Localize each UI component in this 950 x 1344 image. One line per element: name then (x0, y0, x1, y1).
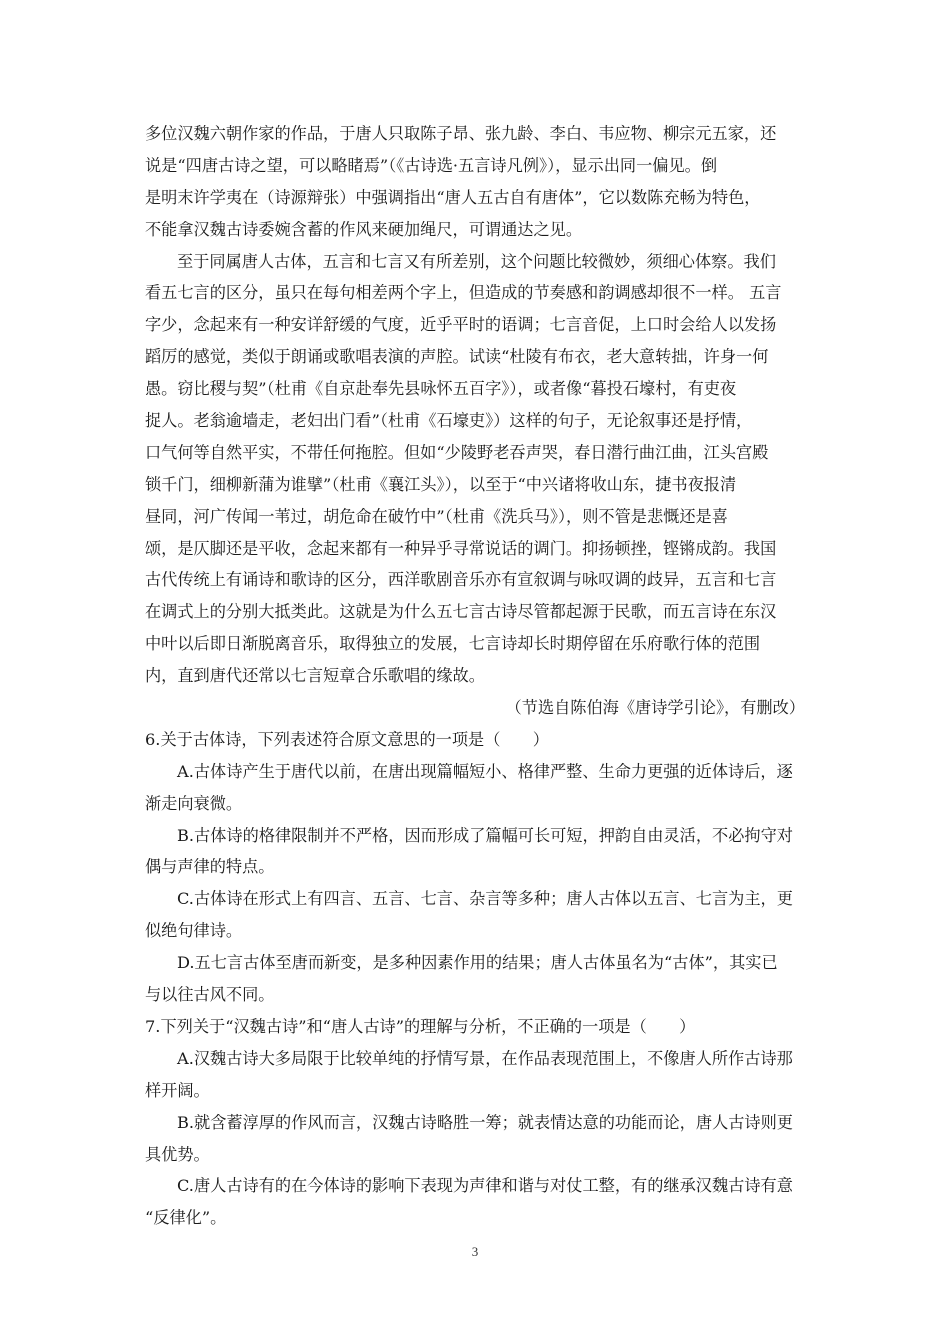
question-stem: 6.关于古体诗，下列表述符合原文意思的一项是（ ） (145, 729, 549, 749)
option-c (145, 883, 805, 947)
option-a (145, 756, 805, 820)
text-line: 颂，是仄脚还是平收，念起来都有一种异乎寻常说话的调门。抑扬顿挫，铿锵成韵。我国 (145, 538, 777, 558)
passage-paragraph-1 (145, 118, 805, 246)
text-line: 口气何等自然平实，不带任何拖腔。但如“少陵野老吞声哭，春日潜行曲江曲，江头宫殿 (145, 442, 769, 462)
question-7 (145, 1011, 805, 1234)
text-line: 不能拿汉魏古诗委婉含蓄的作风来硬加绳尺，可谓通达之见。 (145, 219, 583, 239)
text-line: 捉人。老翁逾墙走，老妇出门看”（杜甫《石壕吏》）这样的句子，无论叙事还是抒情， (145, 411, 753, 431)
passage-paragraph-2 (145, 246, 805, 692)
text-line: 古代传统上有诵诗和歌诗的区分，西洋歌剧音乐亦有宣叙调与咏叹调的歧异，五言和七言 (145, 570, 777, 590)
page-number: 3 (471, 1244, 479, 1259)
option-text: 渐走向衰微。 (145, 793, 243, 813)
text-line: 愚。窃比稷与契”（杜甫《自京赴奉先县咏怀五百字》），或者像“暮投石壕村，有吏夜 (145, 379, 737, 399)
text-line: 在调式上的分别大抵类此。这就是为什么五七言古诗尽管都起源于民歌，而五言诗在东汉 (145, 602, 777, 622)
text-line: 说是“四唐古诗之望，可以略睹焉”（《古诗选·五言诗凡例》），显示出同一偏见。倒 (145, 155, 718, 175)
option-d (145, 947, 805, 1011)
text-line: 蹈厉的感觉，类似于朗诵或歌唱表演的声腔。试读“杜陵有布衣，老大意转拙，许身一何 (145, 347, 769, 367)
option-c (145, 1170, 805, 1234)
text-line: 字少，念起来有一种安详舒缓的气度，近乎平时的语调；七言音促，上口时会给人以发扬 (145, 315, 777, 335)
option-text: B.就含蓄淳厚的作风而言，汉魏古诗略胜一筹；就表情达意的功能而论，唐人古诗则更 (177, 1112, 793, 1132)
text-line: 内，直到唐代还常以七言短章合乐歌唱的缘故。 (145, 666, 485, 686)
question-6 (145, 724, 805, 1011)
text-line: 昼同，河广传闻一苇过，胡危命在破竹中”（杜甫《洗兵马》），则不管是悲慨还是喜 (145, 506, 728, 526)
source-citation: （节选自陈伯海《唐诗学引论》，有删改） (505, 698, 805, 718)
text-line: 至于同属唐人古体，五言和七言又有所差别，这个问题比较微妙，须细心体察。我们 (177, 251, 776, 271)
option-text: 样开阔。 (145, 1080, 210, 1100)
option-text: C.古体诗在形式上有四言、五言、七言、杂言等多种；唐人古体以五言、七言为主，更 (177, 889, 793, 909)
option-text: C.唐人古诗有的在今体诗的影响下表现为声律和谐与对仗工整，有的继承汉魏古诗有意 (177, 1176, 793, 1196)
option-a (145, 1043, 805, 1107)
option-text: 具优势。 (145, 1144, 210, 1164)
text-line: 是明末许学夷在（诗源辩张）中强调指出“唐人五古自有唐体”，它以数陈充畅为特色， (145, 187, 761, 207)
text-line: 多位汉魏六朝作家的作品，于唐人只取陈子昂、张九龄、李白、韦应物、柳宗元五家，还 (145, 124, 777, 143)
text-line: 锁千门，细柳新蒲为谁擘”（杜甫《襄江头》），以至于“中兴诸将收山东，捷书夜报清 (145, 474, 737, 494)
option-b (145, 1107, 805, 1171)
text-line: 中叶以后即日渐脱离音乐，取得独立的发展，七言诗却长时期停留在乐府歌行体的范围 (145, 634, 761, 654)
text-line: 看五七言的区分，虽只在每句相差两个字上，但造成的节奏感和韵调感却很不一样。 五言 (145, 283, 782, 303)
option-text: 与以往古风不同。 (145, 985, 275, 1005)
option-text: B.古体诗的格律限制并不严格，因而形成了篇幅可长可短，押韵自由灵活，不必拘守对 (177, 825, 793, 845)
question-stem: 7.下列关于“汉魏古诗”和“唐人古诗”的理解与分析，不正确的一项是（ ） (145, 1016, 696, 1036)
option-text: A.汉魏古诗大多局限于比较单纯的抒情写景，在作品表现范围上，不像唐人所作古诗那 (177, 1048, 793, 1068)
option-text: D.五七言古体至唐而新变，是多种因素作用的结果；唐人古体虽名为“古体”，其实已 (177, 953, 778, 973)
option-text: 偶与声律的特点。 (145, 857, 275, 877)
option-b (145, 820, 805, 884)
document-page (145, 118, 805, 1234)
option-text: “反律化”。 (145, 1208, 227, 1228)
option-text: A.古体诗产生于唐代以前，在唐出现篇幅短小、格律严整、生命力更强的近体诗后，逐 (177, 761, 793, 781)
option-text: 似绝句律诗。 (145, 921, 243, 941)
